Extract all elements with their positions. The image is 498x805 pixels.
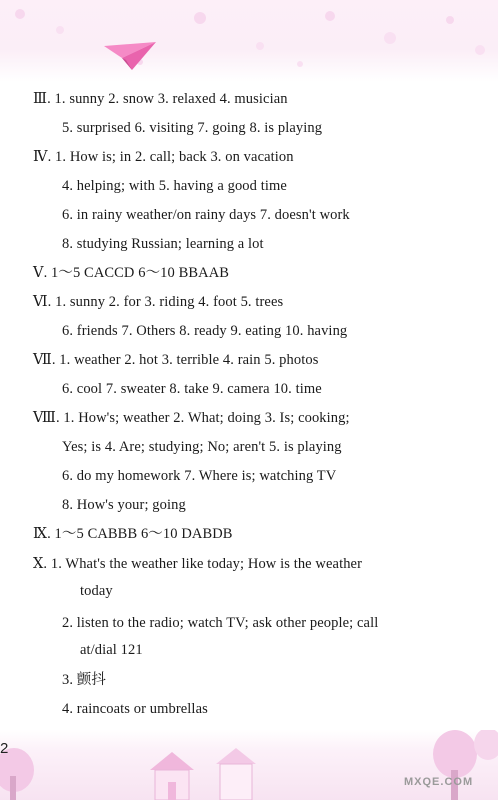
answer-line-19: 2. listen to the radio; watch TV; ask other people; call (62, 615, 379, 631)
header-dots (0, 0, 498, 82)
answer-line-14: 6. do my homework 7. Where is; watching TV (62, 468, 337, 484)
answer-line-3: Ⅳ. 1. How is; in 2. call; back 3. on vacation (33, 149, 294, 165)
answer-line-16: Ⅸ. 1～5 CABBB 6～10 DABDB (33, 526, 233, 542)
answer-line-11: 6. cool 7. sweater 8. take 9. camera 10. time (62, 381, 322, 397)
answer-line-9: 6. friends 7. Others 8. ready 9. eating 10. having (62, 323, 348, 339)
answer-line-12: Ⅷ. 1. How's; weather 2. What; doing 3. Is; cooking; (33, 410, 350, 426)
answer-line-18: today (80, 583, 113, 599)
answer-line-21: 3. 颤抖 (62, 672, 106, 688)
answer-line-6: 8. studying Russian; learning a lot (62, 236, 264, 252)
answer-line-1: Ⅲ. 1. sunny 2. snow 3. relaxed 4. musician (33, 91, 288, 107)
answer-line-8: Ⅵ. 1. sunny 2. for 3. riding 4. foot 5. trees (33, 294, 284, 310)
answer-line-20: at/dial 121 (80, 642, 143, 658)
answer-line-13: Yes; is 4. Are; studying; No; aren't 5. is playing (62, 439, 342, 455)
paper-plane-icon (102, 40, 158, 74)
answer-line-22: 4. raincoats or umbrellas (62, 701, 208, 717)
page-number: 2 (0, 740, 9, 757)
answer-line-10: Ⅶ. 1. weather 2. hot 3. terrible 4. rain 5. photos (33, 352, 319, 368)
answer-line-15: 8. How's your; going (62, 497, 186, 513)
answer-line-5: 6. in rainy weather/on rainy days 7. doesn't work (62, 207, 350, 223)
answer-line-17: Ⅹ. 1. What's the weather like today; How is the weather (33, 556, 363, 572)
answer-line-4: 4. helping; with 5. having a good time (62, 178, 287, 194)
answer-line-7: Ⅴ. 1～5 CACCD 6～10 BBAAB (33, 265, 230, 281)
footer-decoration (0, 730, 498, 800)
header-decoration (0, 0, 498, 82)
footer-village-illustration (0, 730, 498, 800)
answer-line-2: 5. surprised 6. visiting 7. going 8. is playing (62, 120, 323, 136)
watermark: MXQE.COM (404, 776, 474, 788)
